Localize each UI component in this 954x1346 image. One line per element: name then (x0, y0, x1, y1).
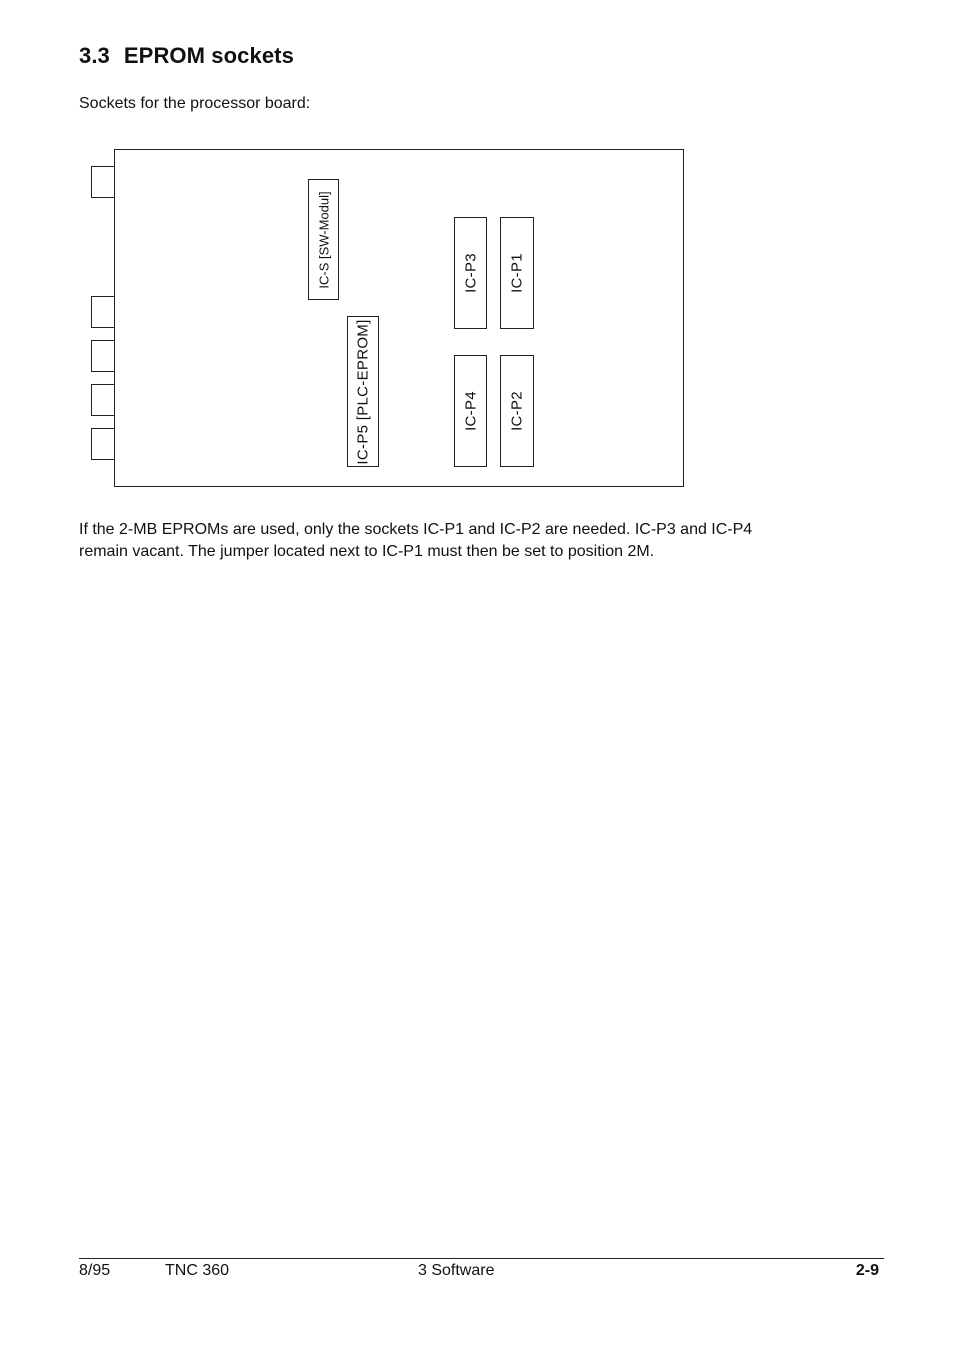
board-connector-tab (91, 296, 114, 328)
socket-ic-p2 (500, 355, 534, 467)
section-heading (79, 43, 294, 69)
body-line: remain vacant. The jumper located next to IC-P1 must then be set to position 2M. (79, 543, 655, 560)
socket-ic-p4-label: IC-P4 (462, 391, 479, 431)
section-number: 3.3 (79, 43, 110, 68)
footer-date: 8/95 (79, 1262, 111, 1279)
board-connector-tab (91, 340, 114, 372)
footer-divider (79, 1258, 884, 1259)
body-line: If the 2-MB EPROMs are used, only the sockets IC-P1 and IC-P2 are needed. IC-P3 and IC-P4 (79, 521, 753, 538)
board-connector-tab (91, 428, 114, 460)
socket-ic-s-label: IC-S [SW-Modul] (316, 190, 331, 289)
body-paragraph (79, 519, 859, 563)
section-title: EPROM sockets (123, 43, 294, 68)
processor-board-diagram (114, 149, 684, 487)
footer-chapter: 3 Software (418, 1262, 495, 1279)
board-connector-tab (91, 166, 114, 198)
socket-ic-p4 (454, 355, 487, 467)
footer-page-number: 2-9 (855, 1262, 879, 1279)
socket-ic-p1 (500, 217, 534, 329)
socket-ic-p5 (347, 316, 379, 467)
socket-ic-p3-label: IC-P3 (462, 253, 479, 293)
socket-ic-p1-label: IC-P1 (508, 253, 526, 293)
board-connector-tab (91, 384, 114, 416)
socket-ic-s (308, 179, 339, 300)
socket-ic-p5-label: IC-P5 [PLC-EPROM] (354, 318, 372, 465)
socket-ic-p2-label: IC-P2 (508, 391, 526, 431)
intro-text: Sockets for the processor board: (79, 95, 311, 112)
footer-product: TNC 360 (165, 1262, 230, 1279)
socket-ic-p3 (454, 217, 487, 329)
